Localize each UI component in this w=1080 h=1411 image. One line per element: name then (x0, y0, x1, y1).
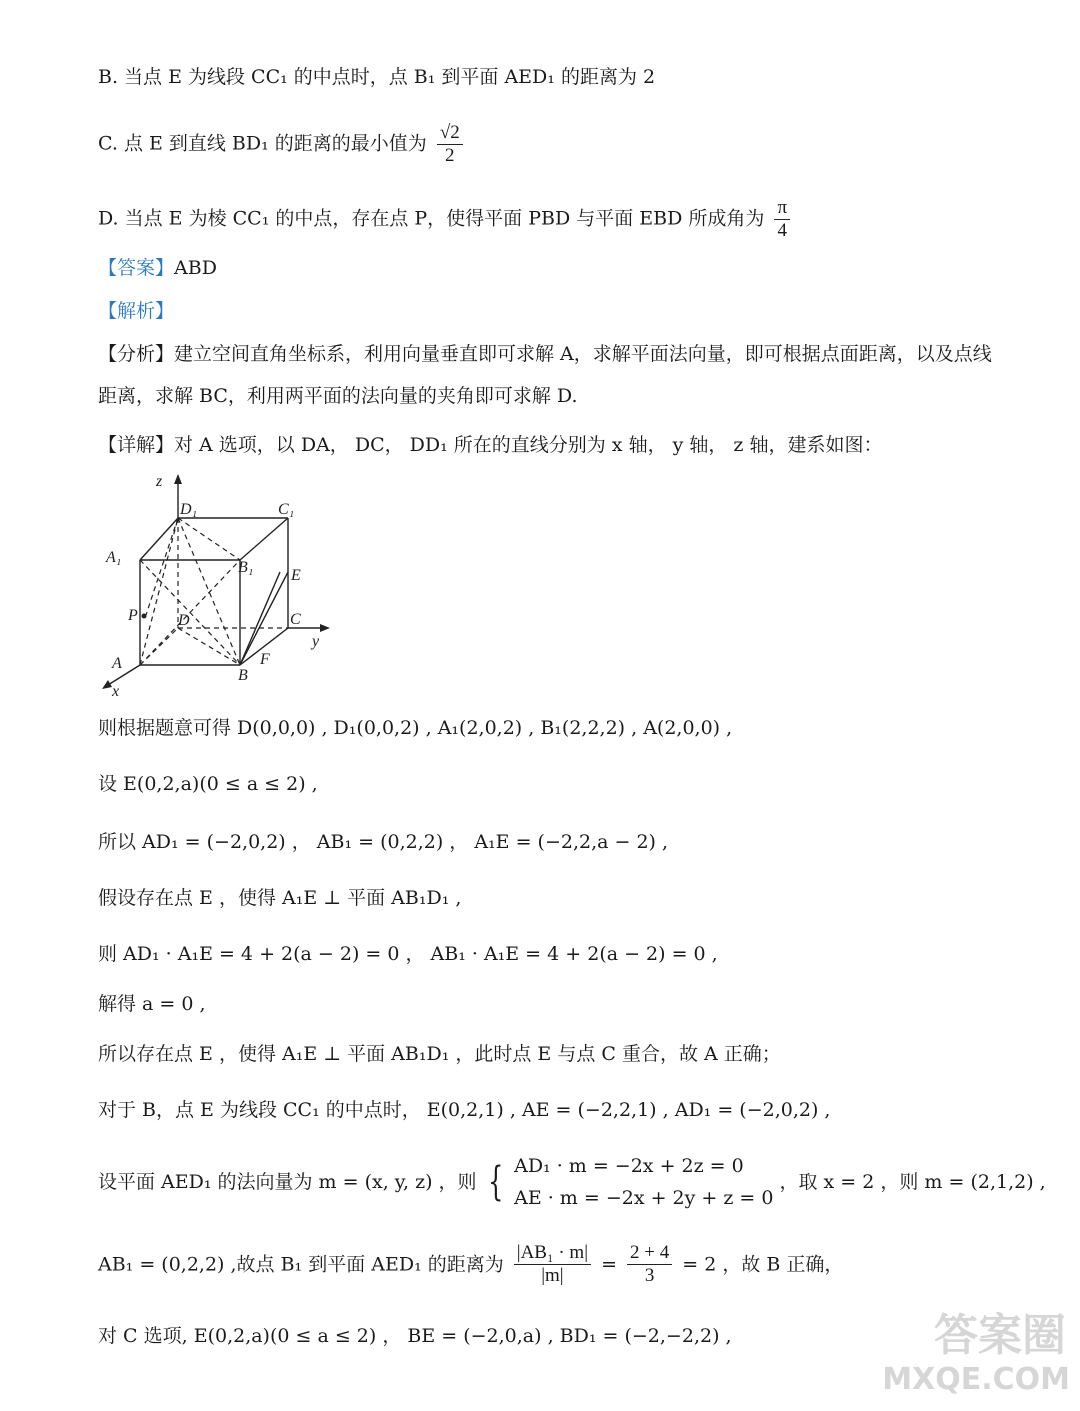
option-d-denominator: 4 (777, 220, 787, 241)
label-a: A (112, 655, 122, 672)
equation-system (514, 1150, 773, 1214)
answer-line (98, 254, 217, 282)
coords-line: 则根据题意可得 D(0,0,0) , D₁(0,0,2) , A₁(2,0,2) , B₁(2,2,2) , A(2,0,0) , (98, 717, 733, 739)
watermark-logo (860, 1310, 1080, 1411)
distance-pre: AB₁ = (0,2,2) ,故点 B₁ 到平面 AED₁ 的距离为 (98, 1253, 504, 1276)
label-d1: D₁ (180, 501, 198, 518)
normal-pre: 设平面 AED₁ 的法向量为 m = (x, y, z) ，则 (98, 1171, 477, 1193)
option-d (98, 197, 794, 242)
option-c-fraction (437, 122, 463, 167)
watermark-line-1: 答案圈 (934, 1310, 1066, 1361)
label-z: z (156, 473, 163, 490)
detail-line: 【详解】对 A 选项，以 DA， DC， DD₁ 所在的直线分别为 x 轴， y 轴， z 轴，建系如图： (98, 434, 883, 456)
system-eq-1: AD₁ · m = −2x + 2z = 0 (514, 1155, 744, 1177)
answer-tag: 【答案】 (98, 257, 175, 279)
label-b1: B₁ (238, 559, 254, 576)
solve-line: 解得 a = 0 , (98, 993, 206, 1015)
distance-fraction-1-den: |m| (541, 1265, 564, 1286)
option-d-fraction (774, 197, 790, 242)
option-c-numerator: √2 (437, 122, 463, 145)
fenxi-line-2: 距离，求解 BC，利用两平面的法向量的夹角即可求解 D. (98, 385, 578, 407)
option-b-solution-line: 对于 B，点 E 为线段 CC₁ 的中点时， E(0,2,1) , AE = (−2,2,1) , AD₁ = (−2,0,2) , (98, 1099, 831, 1121)
distance-fraction-1 (514, 1242, 591, 1287)
analysis-tag: 【解析】 (98, 300, 175, 322)
label-a1: A₁ (106, 549, 122, 566)
system-eq-2: AE · m = −2x + 2y + z = 0 (514, 1187, 774, 1209)
watermark-line-2: MXQE.COM (882, 1362, 1070, 1397)
distance-fraction-2-den: 3 (644, 1265, 655, 1286)
vectors-line: 所以 AD₁ = (−2,0,2) ， AB₁ = (0,2,2) ， A₁E = (−2,2,a − 2) , (98, 831, 669, 853)
cube-figure (98, 470, 338, 700)
option-d-text: D. 当点 E 为棱 CC₁ 的中点，存在点 P，使得平面 PBD 与平面 EBD 所成角为 (98, 207, 765, 230)
label-p: P (128, 607, 138, 624)
distance-fraction-1-num: |AB₁ · m| (514, 1242, 591, 1265)
option-c-text: C. 点 E 到直线 BD₁ 的距离的最小值为 (98, 132, 427, 155)
normal-post: ，取 x = 2 ，则 m = (2,1,2) , (779, 1171, 1046, 1193)
label-y: y (312, 633, 320, 650)
normal-vector-line (98, 1150, 1046, 1214)
option-c-denominator: 2 (445, 145, 455, 166)
distance-fraction-2-num: 2 + 4 (627, 1242, 672, 1265)
label-c: C (290, 611, 301, 628)
label-b: B (238, 667, 248, 684)
label-x: x (112, 683, 120, 700)
set-e-line: 设 E(0,2,a)(0 ≤ a ≤ 2) , (98, 773, 318, 795)
conclusion-a-line: 所以存在点 E ，使得 A₁E ⊥ 平面 AB₁D₁ ，此时点 E 与点 C 重合，故 A 正确； (98, 1043, 781, 1065)
label-f: F (260, 651, 270, 668)
label-e: E (291, 567, 301, 584)
option-c-solution-line: 对 C 选项, E(0,2,a)(0 ≤ a ≤ 2) ， BE = (−2,0,a) , BD₁ = (−2,−2,2) , (98, 1325, 732, 1347)
distance-equals: = (601, 1253, 617, 1276)
assume-line: 假设存在点 E ，使得 A₁E ⊥ 平面 AB₁D₁ , (98, 887, 462, 909)
answer-value: ABD (174, 257, 217, 279)
option-d-numerator: π (774, 197, 790, 220)
label-c1: C₁ (278, 501, 295, 518)
dot-product-line: 则 AD₁ · A₁E = 4 + 2(a − 2) = 0 ， AB₁ · A₁E = 4 + 2(a − 2) = 0 , (98, 943, 718, 965)
fenxi-line-1: 【分析】建立空间直角坐标系，利用向量垂直即可求解 A，求解平面法向量，即可根据点面距离，以及点线 (98, 343, 992, 365)
brace-icon: { (487, 1159, 503, 1205)
label-d: D (178, 612, 190, 629)
distance-post: = 2 ，故 B 正确， (682, 1253, 844, 1276)
distance-fraction-2 (627, 1242, 672, 1287)
distance-line (98, 1242, 843, 1287)
option-c (98, 122, 467, 167)
option-b: B. 当点 E 为线段 CC₁ 的中点时，点 B₁ 到平面 AED₁ 的距离为 2 (98, 66, 656, 88)
